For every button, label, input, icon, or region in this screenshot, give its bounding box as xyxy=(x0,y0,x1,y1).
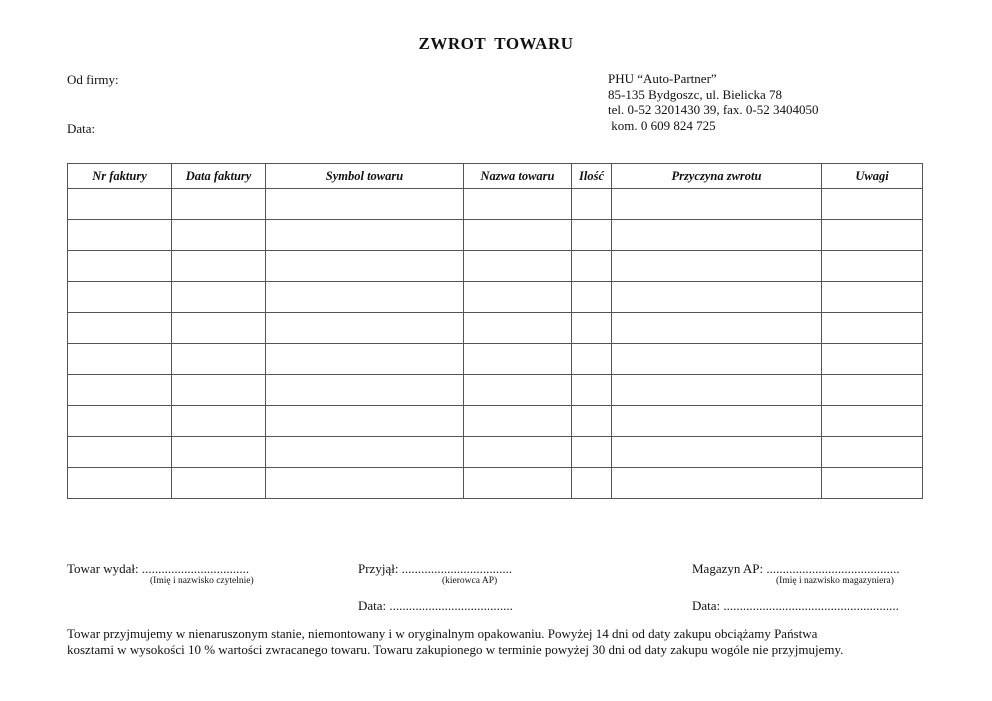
table-cell xyxy=(464,344,572,375)
table-cell xyxy=(822,468,923,499)
table-cell xyxy=(172,468,266,499)
table-cell xyxy=(572,437,612,468)
table-cell xyxy=(266,468,464,499)
table-cell xyxy=(612,468,822,499)
table-cell xyxy=(572,406,612,437)
table-row xyxy=(68,344,923,375)
table-cell xyxy=(822,344,923,375)
table-cell xyxy=(464,406,572,437)
table-row xyxy=(68,437,923,468)
company-address xyxy=(608,71,819,133)
form-title: ZWROT TOWARU xyxy=(418,34,574,53)
col-header-remarks: Uwagi xyxy=(822,164,923,189)
table-cell xyxy=(572,282,612,313)
table-row xyxy=(68,220,923,251)
table-cell xyxy=(172,375,266,406)
table-cell xyxy=(68,251,172,282)
table-cell xyxy=(464,251,572,282)
table-cell xyxy=(572,344,612,375)
table-header-row xyxy=(68,164,923,189)
issued-by-hint: (Imię i nazwisko czytelnie) xyxy=(150,576,254,586)
table-cell xyxy=(612,251,822,282)
table-cell xyxy=(822,437,923,468)
table-cell xyxy=(172,313,266,344)
table-cell xyxy=(822,189,923,220)
table-cell xyxy=(464,375,572,406)
date-label: Data: xyxy=(67,121,96,136)
policy-line-2: kosztami w wysokości 10 % wartości zwracanego towaru. Towaru zakupionego w terminie powyżej 30 dni od daty zakupu wogóle nie przyjmujemy. xyxy=(67,642,844,657)
policy-line-1: Towar przyjmujemy w nienaruszonym stanie, niemontowany i w oryginalnym opakowaniu. Powyżej 14 dni od daty zakupu obciążamy Państwa xyxy=(67,626,818,641)
table-cell xyxy=(612,406,822,437)
col-header-item-name: Nazwa towaru xyxy=(464,164,572,189)
table-cell xyxy=(172,251,266,282)
table-cell xyxy=(172,282,266,313)
table-cell xyxy=(68,220,172,251)
table-cell xyxy=(572,251,612,282)
table-cell xyxy=(612,313,822,344)
table-cell xyxy=(172,220,266,251)
received-date-field: Data: ...................................... xyxy=(358,598,513,613)
table-cell xyxy=(822,220,923,251)
table-cell xyxy=(572,375,612,406)
table-cell xyxy=(822,313,923,344)
company-phone-fax: tel. 0-52 3201430 39, fax. 0-52 3404050 xyxy=(608,102,819,117)
table-cell xyxy=(612,220,822,251)
company-name: PHU “Auto-Partner” xyxy=(608,71,717,86)
table-cell xyxy=(68,344,172,375)
table-cell xyxy=(266,220,464,251)
table-row xyxy=(68,251,923,282)
table-cell xyxy=(464,189,572,220)
table-row xyxy=(68,313,923,344)
table-cell xyxy=(612,282,822,313)
table-cell xyxy=(612,189,822,220)
company-street: 85-135 Bydgoszc, ul. Bielicka 78 xyxy=(608,86,783,102)
table-cell xyxy=(68,282,172,313)
table-cell xyxy=(572,313,612,344)
table-cell xyxy=(172,437,266,468)
table-cell xyxy=(822,251,923,282)
table-cell xyxy=(266,406,464,437)
table-cell xyxy=(68,375,172,406)
table-cell xyxy=(68,189,172,220)
warehouse-field: Magazyn AP: ......................................... xyxy=(692,561,900,576)
table-cell xyxy=(612,375,822,406)
issued-by-field: Towar wydał: ................................. xyxy=(67,561,250,576)
table-cell xyxy=(464,437,572,468)
col-header-invoice-date: Data faktury xyxy=(172,164,266,189)
table-cell xyxy=(68,406,172,437)
table-cell xyxy=(572,220,612,251)
warehouse-date-field: Data: ...................................................... xyxy=(692,598,899,613)
return-items-table xyxy=(67,163,923,499)
col-header-invoice-no: Nr faktury xyxy=(68,164,172,189)
table-row xyxy=(68,375,923,406)
table-cell xyxy=(822,282,923,313)
table-cell xyxy=(612,344,822,375)
table-cell xyxy=(464,220,572,251)
table-cell xyxy=(172,344,266,375)
return-policy-note xyxy=(67,626,937,658)
table-cell xyxy=(464,282,572,313)
table-cell xyxy=(822,375,923,406)
table-cell xyxy=(266,437,464,468)
table-cell xyxy=(464,468,572,499)
table-cell xyxy=(266,313,464,344)
col-header-quantity: Ilość xyxy=(572,164,612,189)
col-header-return-reason: Przyczyna zwrotu xyxy=(612,164,822,189)
table-cell xyxy=(612,437,822,468)
table-cell xyxy=(266,251,464,282)
table-row xyxy=(68,406,923,437)
table-cell xyxy=(266,282,464,313)
table-cell xyxy=(572,189,612,220)
table-cell xyxy=(266,344,464,375)
col-header-item-symbol: Symbol towaru xyxy=(266,164,464,189)
received-by-hint: (kierowca AP) xyxy=(442,576,498,586)
table-cell xyxy=(464,313,572,344)
table-cell xyxy=(68,313,172,344)
company-mobile: kom. 0 609 824 725 xyxy=(608,117,716,133)
table-row xyxy=(68,189,923,220)
table-cell xyxy=(172,406,266,437)
table-body xyxy=(68,189,923,499)
table-cell xyxy=(266,189,464,220)
table-cell xyxy=(68,468,172,499)
received-by-field: Przyjął: .................................. xyxy=(358,561,513,576)
table-cell xyxy=(266,375,464,406)
from-company-label: Od firmy: xyxy=(67,72,119,87)
table-cell xyxy=(172,189,266,220)
table-cell xyxy=(68,437,172,468)
table-row xyxy=(68,282,923,313)
table-cell xyxy=(572,468,612,499)
warehouse-hint: (Imię i nazwisko magazyniera) xyxy=(776,576,894,586)
table-cell xyxy=(822,406,923,437)
table-row xyxy=(68,468,923,499)
